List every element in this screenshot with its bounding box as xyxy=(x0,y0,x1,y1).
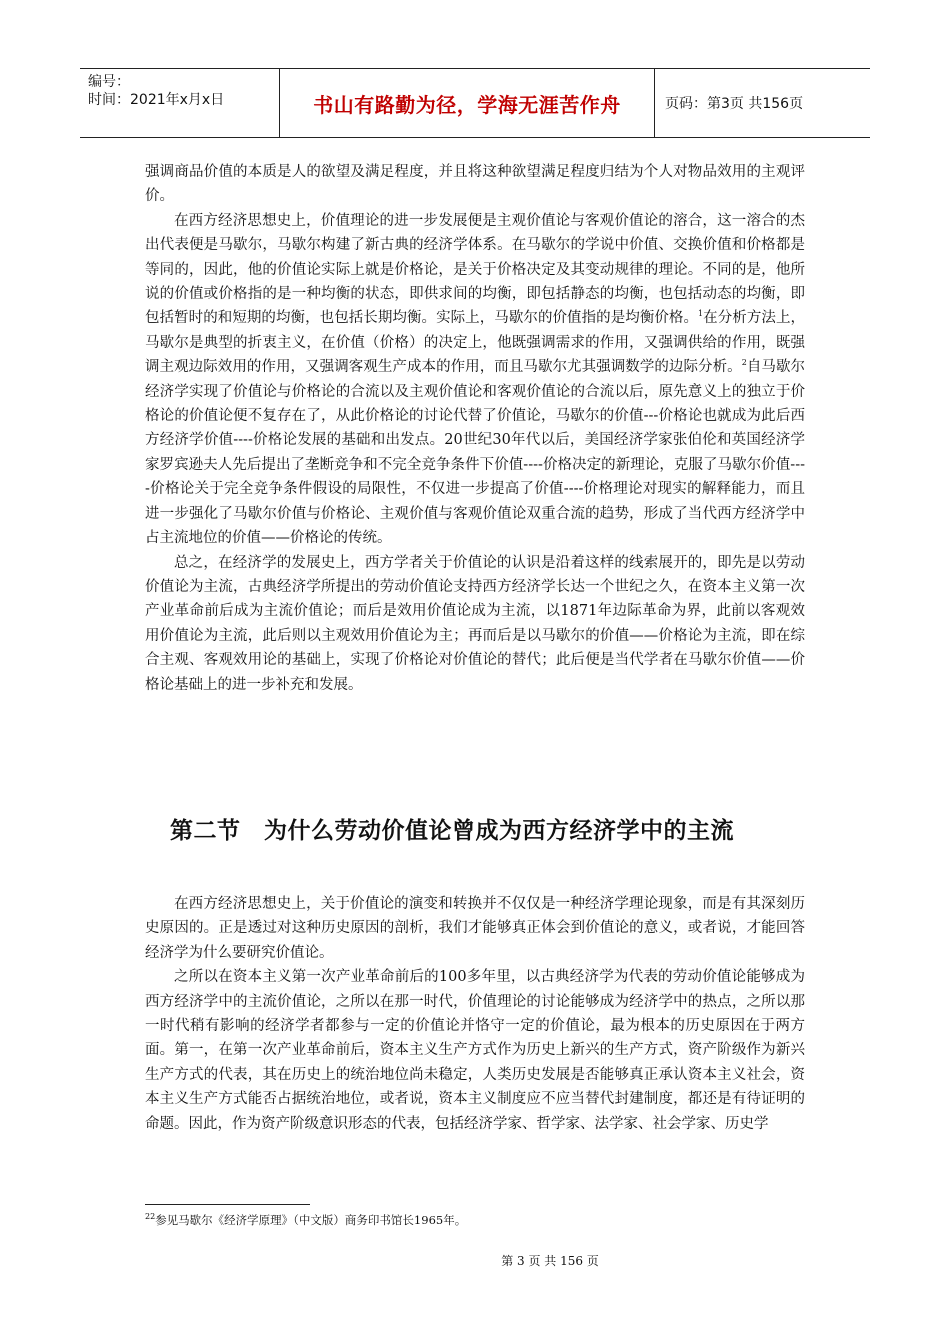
body-block-2 xyxy=(145,892,805,1136)
paragraph xyxy=(145,209,805,551)
paragraph-text: 自马歇尔经济学实现了价值论与价格论的合流以及主观价值论和客观价值论的合流以后，原先意义上的独立于价格论的价值论便不复存在了，从此价格论的讨论代替了价值论，马歇尔的价值---价格论也就成为此后西方经济学价值----价格论发展的基础和出发点。20世纪30年代以后，美国经济学家张伯伦和英国经济学家罗宾逊夫人先后提出了垄断竞争和不完全竞争条件下价值----价格决定的新理论，克服了马歇尔价值----价格论关于完全竞争条件假设的局限性，不仅进一步提高了价值----价格理论对现实的解释能力，而且进一步强化了马歇尔价值与价格论、主观价值与客观价值论双重合流的趋势，形成了当代西方经济学中占主流地位的价值——价格论的传统。 xyxy=(145,359,806,547)
page-footer: 第 3 页 共 156 页 xyxy=(501,1254,599,1268)
header-table xyxy=(80,68,870,138)
footnote xyxy=(145,1212,466,1228)
paragraph: 之所以在资本主义第一次产业革命前后的100多年里，以古典经济学为代表的劳动价值论能够成为西方经济学中的主流价值论，之所以在那一时代，价值理论的讨论能够成为经济学中的热点，之所以那一时代稍有影响的经济学者都参与一定的价值论并恪守一定的价值论，最为根本的历史原因在于两方面。第一，在第一次产业革命前后，资本主义生产方式作为历史上新兴的生产方式，资产阶级作为新兴生产方式的代表，其在历史上的统治地位尚未稳定，人类历史发展是否能够真正承认资本主义社会，资本主义生产方式能否占据统治地位，或者说，资本主义制度应不应当替代封建制度，都还是有待证明的命题。因此，作为资产阶级意识形态的代表，包括经济学家、哲学家、法学家、社会学家、历史学 xyxy=(145,969,805,1132)
footnote-text: 参见马歇尔《经济学原理》（中文版）商务印书馆长1965年。 xyxy=(155,1213,467,1227)
section-heading: 第二节 为什么劳动价值论曾成为西方经济学中的主流 xyxy=(170,818,734,844)
paragraph-text: 在分析方法上，马歇尔是典型的折衷主义，在价值（价格）的决定上，他既强调需求的作用，又强调供给的作用，既强调主观边际效用的作用，又强调客观生产成本的作用，而且马歇尔尤其强调数学的边际分析。 xyxy=(145,310,805,376)
paragraph: 强调商品价值的本质是人的欲望及满足程度，并且将这种欲望满足程度归结为个人对物品效用的主观评价。 xyxy=(145,164,805,205)
body-block-1 xyxy=(145,160,805,697)
footnote-marker: 22 xyxy=(145,1212,156,1222)
paragraph: 总之，在经济学的发展史上，西方学者关于价值论的认识是沿着这样的线索展开的，即先是以劳动价值论为主流，古典经济学所提出的劳动价值论支持西方经济学长达一个世纪之久，在资本主义第一次产业革命前后成为主流价值论；而后是效用价值论成为主流，以1871年边际革命为界，此前以客观效用价值论为主流，此后则以主观效用价值论为主；再而后是以马歇尔的价值——价格论为主流，即在综合主观、客观效用论的基础上，实现了价格论对价值论的替代；此后便是当代学者在马歇尔价值——价格论基础上的进一步补充和发展。 xyxy=(145,554,805,693)
header-meta-cell xyxy=(80,69,280,137)
motto-text: 书山有路勤为径，学海无涯苦作舟 xyxy=(313,92,621,117)
footnote-divider xyxy=(145,1204,310,1205)
doc-time-label: 时间：2021年x月x日 xyxy=(88,92,225,108)
header-page-info: 页码：第3页 共156页 xyxy=(665,96,804,112)
paragraph-text: 在西方经济思想史上，价值理论的进一步发展便是主观价值论与客观价值论的溶合，这一溶合的杰出代表便是马歇尔，马歇尔构建了新古典的经济学体系。在马歇尔的学说中价值、交换价值和价格都是等同的，因此，他的价值论实际上就是价格论，是关于价格决定及其变动规律的理论。不同的是，他所说的价值或价格指的是一种均衡的状态，即供求间的均衡，即包括静态的均衡，也包括动态的均衡，即包括暂时的和短期的均衡，也包括长期均衡。实际上，马歇尔的价值指的是均衡价格。 xyxy=(145,212,805,327)
header-motto-cell xyxy=(280,69,655,137)
paragraph: 在西方经济思想史上，关于价值论的演变和转换并不仅仅是一种经济学理论现象，而是有其深刻历史原因的。正是透过对这种历史原因的剖析，我们才能够真正体会到价值论的意义，或者说，才能回答经济学为什么要研究价值论。 xyxy=(145,896,805,961)
header-page-cell xyxy=(655,69,870,137)
doc-number-label: 编号： xyxy=(88,74,130,90)
footnote-ref[interactable]: 2 xyxy=(741,358,747,368)
footnote-ref[interactable]: 1 xyxy=(698,309,704,319)
